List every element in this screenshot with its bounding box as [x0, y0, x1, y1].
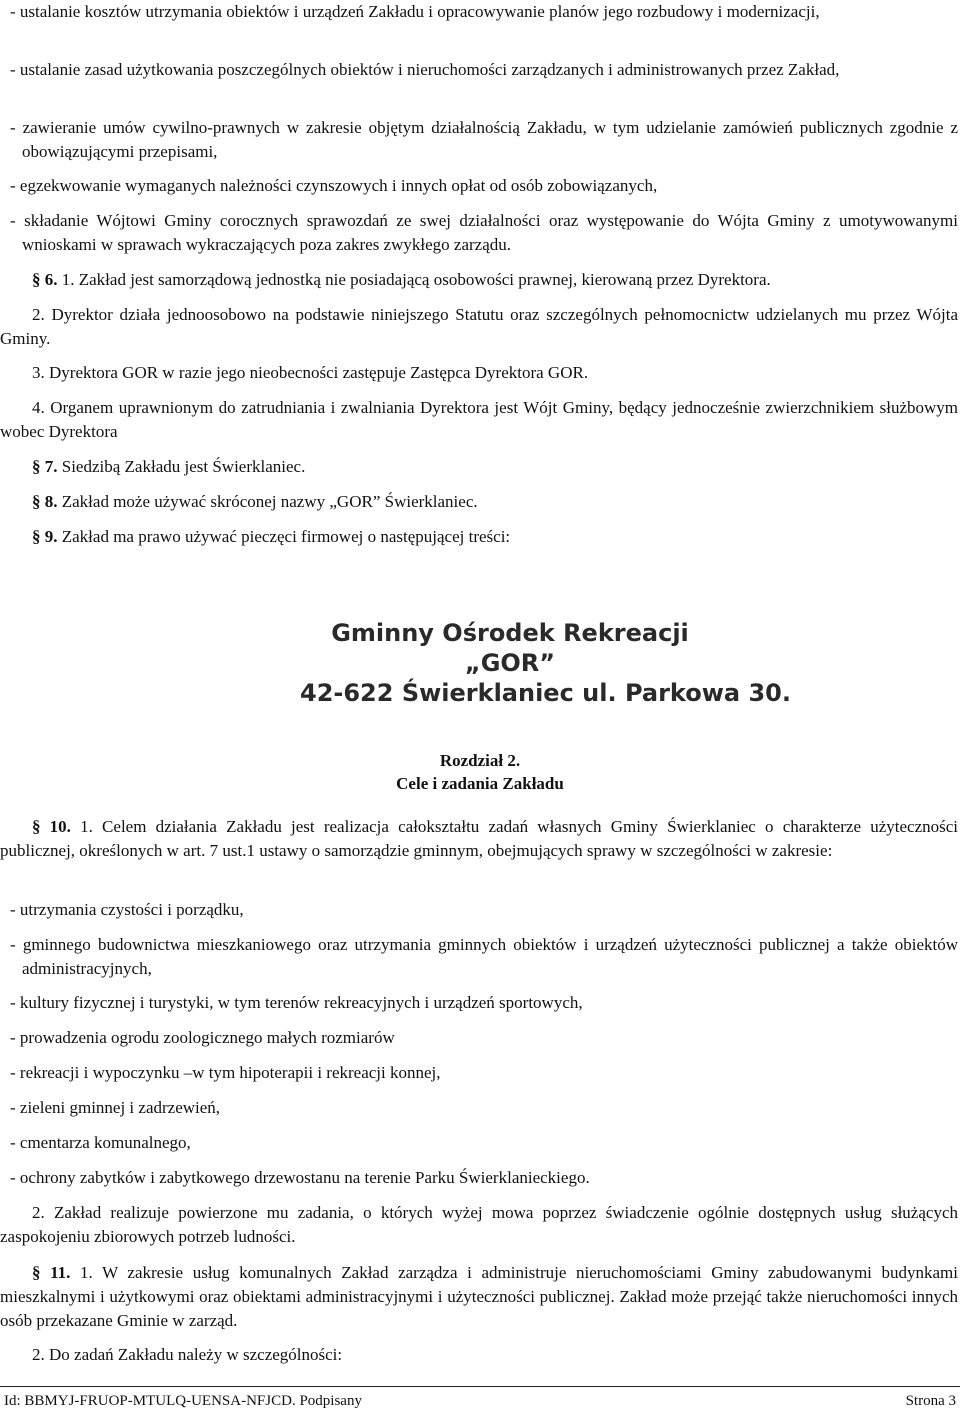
stamp-line-1: Gminny Ośrodek Rekreacji — [331, 619, 689, 647]
paragraph-s11-1: § 11. 1. W zakresie usług komunalnych Zakład zarządza i administruje nieruchomościami Gminy zabudowanymi budynkami mieszkalnymi i użytkowymi oraz obiektami administracyjnymi i użyteczności publicznej. Zakład może przejąć także nieruchomości innych osób przekazane Gminie w zarząd. — [0, 1263, 958, 1330]
section-number: § 11. — [32, 1263, 71, 1282]
page-number: Strona 3 — [905, 1393, 956, 1409]
document-id: Id: BBMYJ-FRUOP-MTULQ-UENSA-NFJCD. Podpisany — [4, 1393, 362, 1409]
list-item: - cmentarza komunalnego, — [10, 1133, 191, 1152]
section-number: § 10. — [32, 817, 71, 836]
paragraph-s9: § 9. Zakład ma prawo używać pieczęci firmowej o następującej treści: — [32, 527, 511, 546]
chapter-subtitle: Cele i zadania Zakładu — [396, 774, 564, 793]
list-item: - ustalanie kosztów utrzymania obiektów i urządzeń Zakładu i opracowywanie planów jego rozbudowy i modernizacji, — [10, 2, 820, 21]
paragraph-s6-4: 4. Organem uprawnionym do zatrudniania i zwalniania Dyrektora jest Wójt Gminy, będący jednocześnie zwierzchnikiem służbowym wobec Dyrektora — [0, 398, 958, 441]
page-footer — [0, 1386, 960, 1409]
list-item: - zieleni gminnej i zadrzewień, — [10, 1098, 221, 1117]
section-number: § 9. — [32, 527, 58, 546]
list-item: - składanie Wójtowi Gminy corocznych sprawozdań ze swej działalności oraz występowanie do Wójta Gminy z umotywowanymi wnioskami w sprawach wykraczających poza zakres zwykłego zarządu. — [10, 211, 958, 254]
list-item: - prowadzenia ogrodu zoologicznego małych rozmiarów — [10, 1028, 395, 1047]
chapter-title: Rozdział 2. — [439, 751, 521, 770]
company-stamp — [300, 618, 791, 710]
paragraph-s6-3: 3. Dyrektora GOR w razie jego nieobecności zastępuje Zastępca Dyrektora GOR. — [32, 363, 589, 382]
section-number: § 6. — [32, 270, 58, 289]
paragraph-s10-1: § 10. 1. Celem działania Zakładu jest realizacja całokształtu zadań własnych Gminy Świerklaniec o charakterze użyteczności publicznej, określonych w art. 7 ust.1 ustawy o samorządzie gminnym, obejmujących sprawy w szczególności w zakresie: — [0, 817, 958, 860]
list-item: - ustalanie zasad użytkowania poszczególnych obiektów i nieruchomości zarządzanych i administrowanych przez Zakład, — [10, 60, 840, 79]
list-item: - utrzymania czystości i porządku, — [10, 900, 244, 919]
paragraph-s8: § 8. Zakład może używać skróconej nazwy „GOR” Świerklaniec. — [32, 492, 478, 511]
section-number: § 8. — [32, 492, 58, 511]
paragraph-s7: § 7. Siedzibą Zakładu jest Świerklaniec. — [32, 457, 306, 476]
list-item: - zawieranie umów cywilno-prawnych w zakresie objętym działalnością Zakładu, w tym udzielanie zamówień publicznych zgodnie z obowiązującymi przepisami, — [10, 118, 958, 161]
paragraph-s6-2: 2. Dyrektor działa jednoosobowo na podstawie niniejszego Statutu oraz szczególnych pełnomocnictw udzielanych mu przez Wójta Gminy. — [0, 305, 958, 348]
list-item: - kultury fizycznej i turystyki, w tym terenów rekreacyjnych i urządzeń sportowych, — [10, 993, 583, 1012]
list-item: - ochrony zabytków i zabytkowego drzewostanu na terenie Parku Świerklanieckiego. — [10, 1168, 590, 1187]
stamp-line-2: „GOR” — [464, 649, 556, 677]
paragraph-s10-2: 2. Zakład realizuje powierzone mu zadania, o których wyżej mowa poprzez świadczenie ogólnie dostępnych usług służących zaspokojeniu zbiorowych potrzeb ludności. — [0, 1203, 958, 1246]
list-item: - gminnego budownictwa mieszkaniowego oraz utrzymania gminnych obiektów i urządzeń użyteczności publicznej a także obiektów administracyjnych, — [10, 935, 958, 978]
paragraph-s11-2: 2. Do zadań Zakładu należy w szczególności: — [32, 1345, 343, 1364]
section-number: § 7. — [32, 457, 58, 476]
list-item: - egzekwowanie wymaganych należności czynszowych i innych opłat od osób zobowiązanych, — [10, 176, 658, 195]
paragraph-s6-1: § 6. 1. Zakład jest samorządową jednostką nie posiadającą osobowości prawnej, kierowaną przez Dyrektora. — [32, 270, 771, 289]
stamp-line-3: 42-622 Świerklaniec ul. Parkowa 30. — [300, 679, 791, 707]
list-item: - rekreacji i wypoczynku –w tym hipoterapii i rekreacji konnej, — [10, 1063, 441, 1082]
